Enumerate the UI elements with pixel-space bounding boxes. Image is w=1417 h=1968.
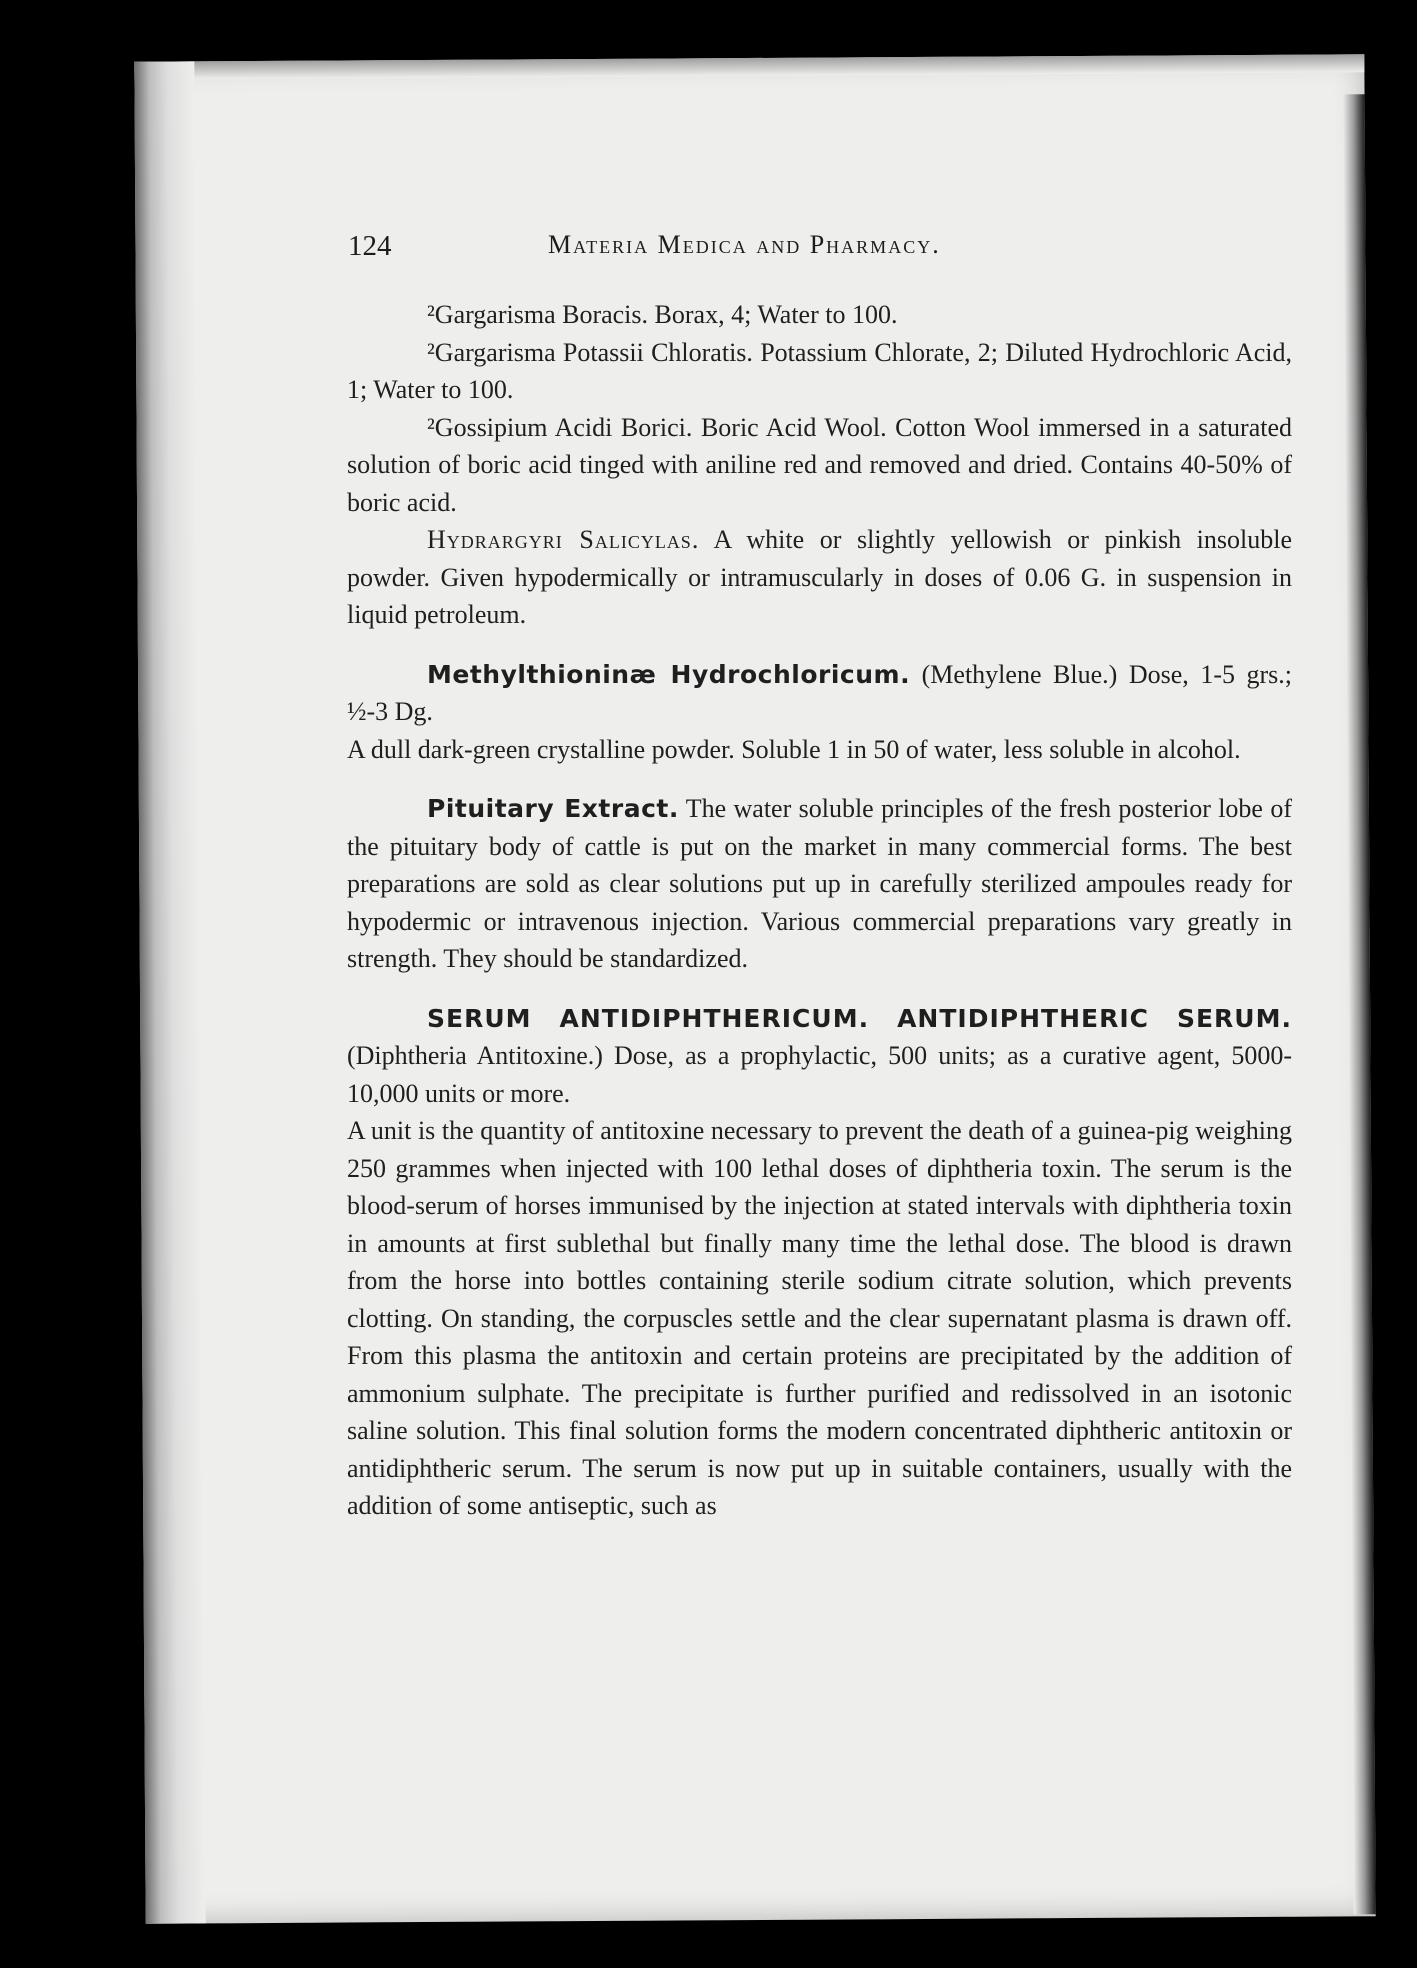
entry-text: Boric Acid Wool. Cotton Wool immersed in a saturated solution of boric acid tinged with aniline red and removed and dried. Contains 40-50% of boric acid. (347, 412, 1293, 517)
entry-gargarisma-boracis (347, 296, 1292, 334)
entry-name: ²Gargarisma Boracis. (427, 300, 649, 329)
entry-serum-description: A unit is the quantity of antitoxine necessary to prevent the death of a guinea-pig weighing 250 grammes when injected with 100 lethal doses of diphtheria toxin. The serum is the blood-serum of horses immunised by the injection at stated intervals with diphtheria toxin in amounts at first sublethal but finally many time the lethal dose. The blood is drawn from the horse into bottles containing sterile sodium citrate solution, which prevents clotting. On standing, the corpuscles settle and the clear supernatant plasma is drawn off. From this plasma the antitoxin and certain proteins are precipitated by the addition of ammonium sulphate. The precipitate is further purified and redissolved in an isotonic saline solution. This final solution forms the modern concentrated diphtheric antitoxin or antidiphtheric serum. The serum is now put up in suitable containers, usually with the addition of some antiseptic, such as (347, 1116, 1292, 1520)
entry-text: The water soluble principles of the fresh posterior lobe of the pituitary body of cattle is put on the market in many commercial forms. The best preparations are sold as clear solutions put up in carefully sterilized ampoules ready for hypodermic or intravenous injection. Various commercial preparations vary greatly in strength. They should be standardized. (347, 794, 1292, 973)
entry-text: Borax, 4; Water to 100. (654, 300, 898, 329)
page-gutter-shadow (134, 61, 205, 1923)
entry-name: Hydrargyri Salicylas. (427, 525, 700, 554)
entry-dose: Dose, 1-5 grs.; ½-3 Dg. (347, 659, 1293, 726)
page-right-edge (1343, 94, 1376, 1914)
section-gap (347, 634, 1292, 656)
entry-methylthionine (347, 656, 1292, 731)
page-number: 124 (348, 230, 392, 262)
entry-dose: Dose, as a prophylactic, 500 units; as a curative agent, 5000-10,000 units or more. (347, 1041, 1292, 1108)
entry-methylthionine-description: A dull dark-green crystalline powder. Soluble 1 in 50 of water, less soluble in alcohol. (347, 734, 1241, 764)
running-head (348, 230, 1208, 290)
entry-alias: (Diphtheria Antitoxine.) (347, 1041, 603, 1070)
entry-heading: SERUM ANTIDIPHTHERICUM. ANTIDIPHTHERIC SERUM. (427, 1003, 1292, 1033)
running-title: Materia Medica and Pharmacy. (548, 230, 941, 259)
section-gap (347, 768, 1292, 790)
page-body (347, 296, 1292, 1525)
entry-text: A white or slightly yellowish or pinkish insoluble powder. Given hypodermically or intramuscularly in doses of 0.06 G. in suspension in liquid petroleum. (347, 525, 1292, 629)
entry-hydrargyri (347, 521, 1292, 634)
entry-heading: Methylthioninæ Hydrochloricum. (427, 659, 911, 689)
entry-serum (347, 1000, 1292, 1113)
page-top-edge (134, 54, 1364, 80)
entry-gossipium (347, 409, 1292, 522)
entry-alias: (Methylene Blue.) (921, 659, 1118, 689)
entry-heading: Pituitary Extract. (427, 794, 679, 823)
entry-text: Potassium Chlorate, 2; Diluted Hydrochloric Acid, 1; Water to 100. (347, 337, 1293, 404)
entry-name: ²Gossipium Acidi Borici. (427, 412, 693, 442)
entry-gargarisma-potassii (347, 334, 1292, 409)
entry-pituitary (347, 790, 1292, 978)
section-gap (347, 978, 1292, 1000)
entry-name: ²Gargarisma Potassii Chloratis. (427, 337, 753, 367)
